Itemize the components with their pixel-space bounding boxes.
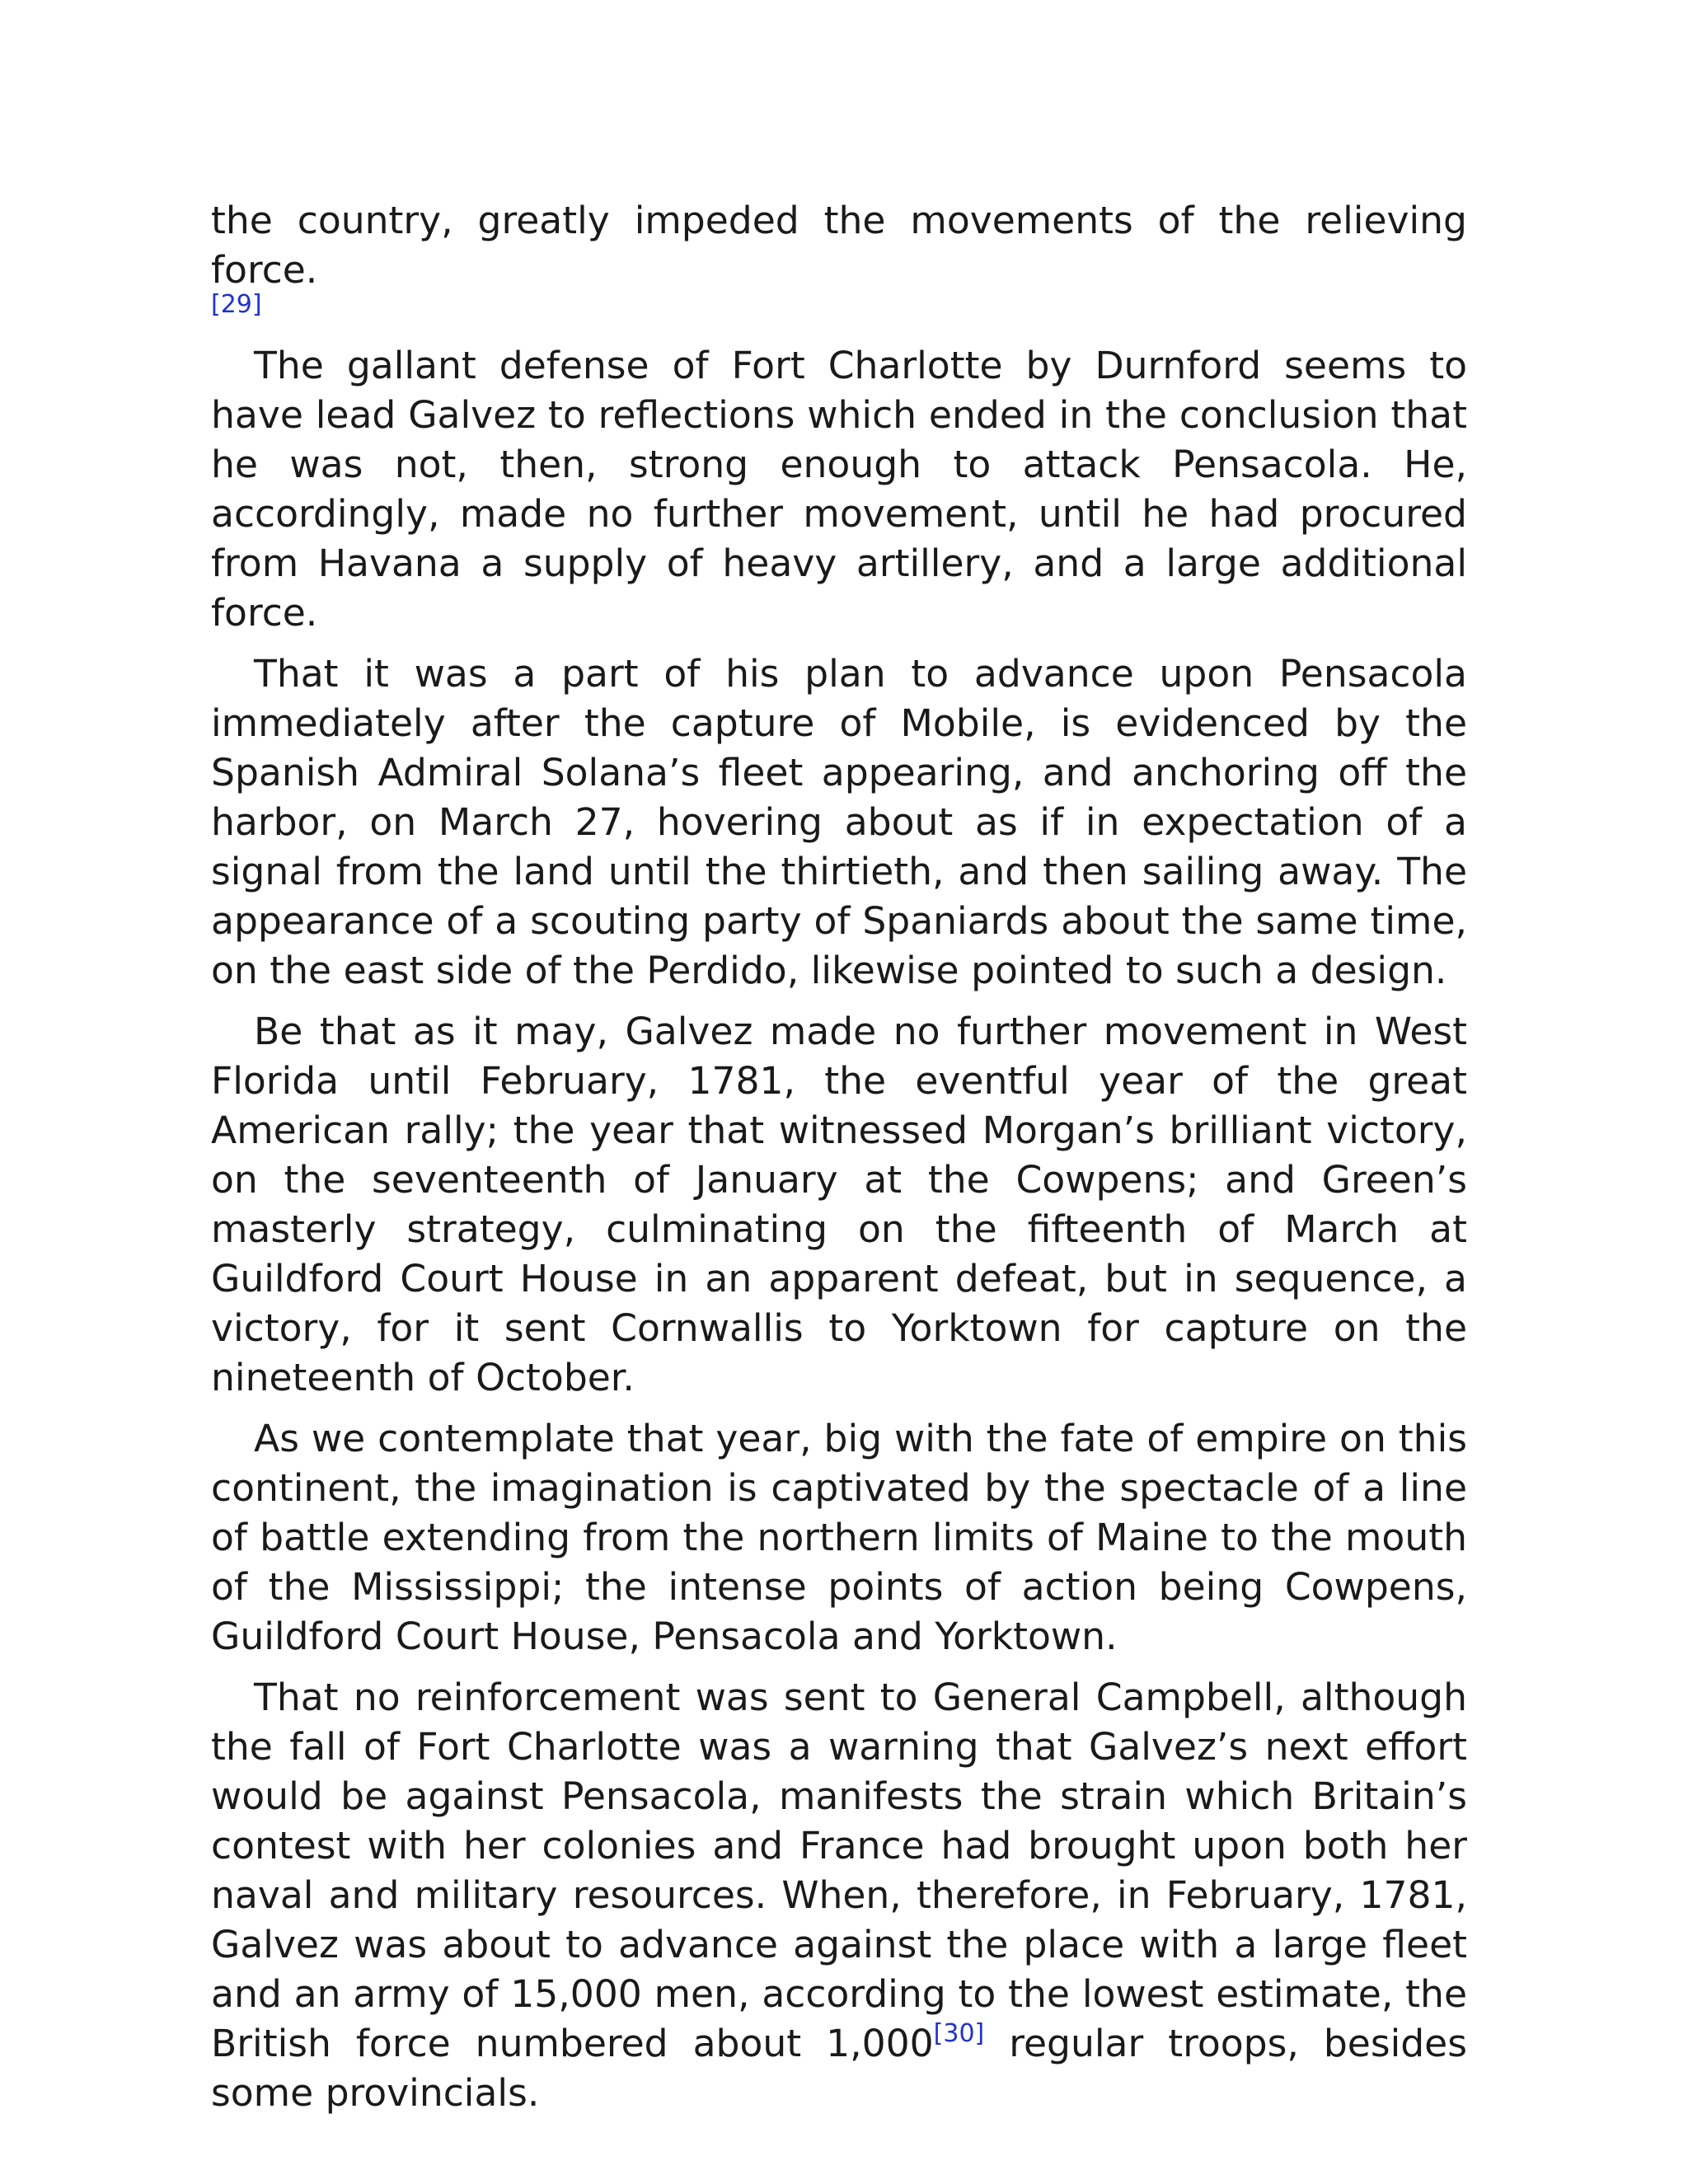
- paragraph-continued: [211, 196, 1467, 320]
- paragraph: As we contemplate that year, big with the fate of empire on this continent, the imagination is captivated by the spectacle of a line of battle extending from the northern limits of Maine to the mouth of the Mississippi; the intense points of action being Cowpens, Guildford Court House, Pensacola and Yorktown.: [211, 1417, 1467, 1658]
- paragraph: That it was a part of his plan to advance upon Pensacola immediately after the capture of Mobile, is evidenced by the Spanish Admiral Solana’s fleet appearing, and anchoring off the harbor, on March 27, hovering about as if in expectation of a signal from the land until the thirtieth, and then sailing away. The appearance of a scouting party of Spaniards about the same time, on the east side of the Perdido, likewise pointed to such a design.: [211, 652, 1467, 992]
- paragraph: The gallant defense of Fort Charlotte by Durnford seems to have lead Galvez to reflections which ended in the conclusion that he was not, then, strong enough to attack Pensacola. He, accordingly, made no further movement, until he had procured from Havana a supply of heavy artillery, and a large additional force.: [211, 344, 1467, 635]
- footnote-link-30[interactable]: [30]: [933, 2019, 985, 2048]
- paragraph: Be that as it may, Galvez made no further movement in West Florida until February, 1781, the eventful year of the great American rally; the year that witnessed Morgan’s brilliant victory, on the seventeenth of January at the Cowpens; and Green’s masterly strategy, culminating on the fifteenth of March at Guildford Court House in an apparent defeat, but in sequence, a victory, for it sent Cornwallis to Yorktown for capture on the nineteenth of October.: [211, 1010, 1467, 1399]
- paragraph-text: That no reinforcement was sent to General Campbell, although the fall of Fort Charlotte was a warning that Galvez’s next effort would be against Pensacola, manifests the strain which Britain’s contest with her colonies and France had brought upon both her naval and military resources. When, therefore, in February, 1781, Galvez was about to advance against the place with a large fleet and an army of 15,000 men, according to the lowest estimate, the British force numbered about 1,000: [211, 1675, 1467, 2065]
- page-body: [211, 196, 1467, 2130]
- paragraph-text: the country, greatly impeded the movements of the relieving force.: [211, 199, 1467, 292]
- paragraph-text: regular troops, besides some provincials.: [211, 2022, 1467, 2115]
- footnote-link-29[interactable]: [29]: [211, 290, 262, 319]
- paragraph: [211, 1673, 1467, 2118]
